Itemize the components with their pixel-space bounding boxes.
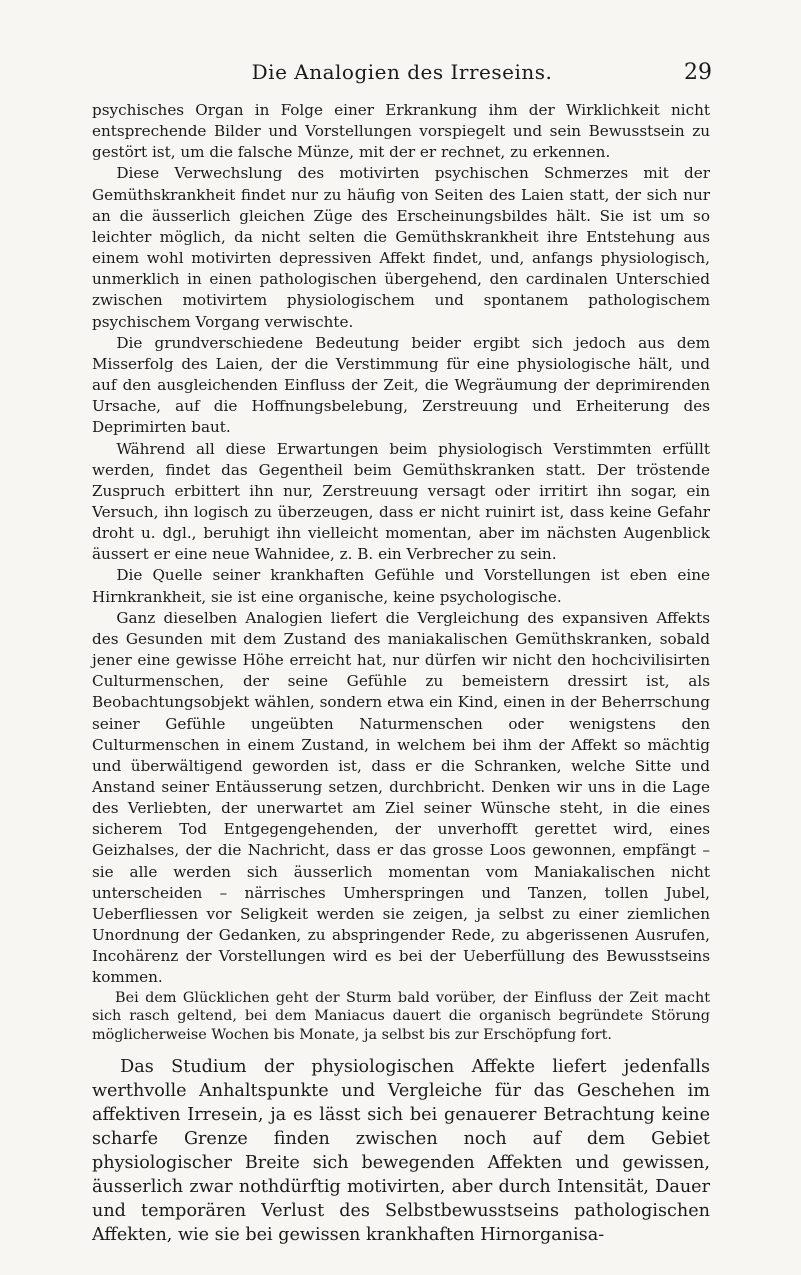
page-number: 29 — [684, 60, 712, 85]
paragraph: Bei dem Glücklichen geht der Sturm bald vorüber, der Einfluss der Zeit macht sich rasch geltend, bei dem Maniacus dauert die organisch begründete Störung möglicherweise Wochen bis Monate, ja selbst bis zur Erschöpfung fort. — [92, 989, 710, 1043]
paragraph: Das Studium der physiologischen Affekte liefert jedenfalls werthvolle Anhaltspunkte und Vergleiche für das Geschehen im affektiven Irresein, ja es lässt sich bei genauerer Betrachtung keine scharfe Grenze finden zwischen noch auf dem Gebiet physiologischer Breite sich bewegenden Affekten und gewissen, äusserlich zwar nothdürftig motivirten, aber durch Intensität, Dauer und temporären Verlust des Selbstbewusstseins pathologischen Affekten, wie sie bei gewissen krankhaften Hirnorganisa- — [92, 1057, 710, 1245]
page-header — [92, 60, 712, 90]
paragraph: Diese Verwechslung des motivirten psychischen Schmerzes mit der Gemüthskrankheit findet nur zu häufig von Seiten des Laien statt, der sich nur an die äusserlich gleichen Züge des Erscheinungsbildes hält. Sie ist um so leichter möglich, da nicht selten die Gemüthskrankheit ihre Entstehung aus einem wohl motivirten depressiven Affekt findet, und, anfangs physiologisch, unmerklich in einen pathologischen übergehend, den cardinalen Unterschied zwischen motivirtem physiologischem und spontanem pathologischem psychischem Vorgang verwischte. — [92, 164, 710, 331]
body-text — [92, 100, 710, 1248]
paragraph: Ganz dieselben Analogien liefert die Vergleichung des expansiven Affekts des Gesunden mit dem Zustand des maniakalischen Gemüthskranken, sobald jener eine gewisse Höhe erreicht hat, nur dürfen wir nicht den hochcivilisirten Culturmenschen, der seine Gefühle zu bemeistern dressirt ist, als Beobachtungsobjekt wählen, sondern etwa ein Kind, einen in der Beherrschung seiner Gefühle ungeübten Naturmenschen oder wenigstens den Culturmenschen in einem Zustand, in welchem bei ihm der Affekt so mächtig und überwältigend geworden ist, dass er die Schranken, welche Sitte und Anstand seiner Entäusserung setzen, durchbricht. Denken wir uns in die Lage des Verliebten, der unerwartet am Ziel seiner Wünsche steht, in die eines sicherem Tod Entgegengehenden, der unverhofft gerettet wird, eines Geizhalses, der die Nachricht, dass er das grosse Loos gewonnen, empfängt – sie alle werden sich äusserlich momentan vom Maniakalischen nicht unterscheiden – närrisches Umherspringen und Tanzen, tollen Jubel, Ueberfliessen vor Seligkeit werden sie zeigen, ja selbst zu einer ziemlichen Unordnung der Gedanken, zu abspringender Rede, zu abgerissenen Ausrufen, Incohärenz der Vorstellungen wird es bei der Ueberfüllung des Bewusstseins kommen. — [92, 608, 710, 987]
paragraph: Die Quelle seiner krankhaften Gefühle und Vorstellungen ist eben eine Hirnkrankheit, sie ist eine organische, keine psychologische. — [92, 566, 710, 606]
paragraph: Die grundverschiedene Bedeutung beider ergibt sich jedoch aus dem Misserfolg des Laien, der die Verstimmung für eine physiologische hält, und auf den ausgleichenden Einfluss der Zeit, die Wegräumung der deprimirenden Ursache, auf die Hoffnungsbelebung, Zerstreuung und Erheiterung des Deprimirten baut. — [92, 333, 710, 437]
running-title: Die Analogien des Irreseins. — [251, 60, 553, 84]
paragraph: Während all diese Erwartungen beim physiologisch Verstimmten erfüllt werden, findet das Gegentheil beim Gemüthskranken statt. Der tröstende Zuspruch erbittert ihn nur, Zerstreuung versagt oder irritirt ihn sogar, ein Versuch, ihn logisch zu überzeugen, dass er nicht ruinirt ist, dass keine Gefahr droht u. dgl., beruhigt ihn vielleicht momentan, aber im nächsten Augenblick äussert er eine neue Wahnidee, z. B. ein Verbrecher zu sein. — [92, 439, 710, 564]
paragraph: psychisches Organ in Folge einer Erkrankung ihm der Wirklichkeit nicht entsprechende Bilder und Vorstellungen vorspiegelt und sein Bewusstsein zu gestört ist, um die falsche Münze, mit der er rechnet, zu erkennen. — [92, 101, 710, 162]
